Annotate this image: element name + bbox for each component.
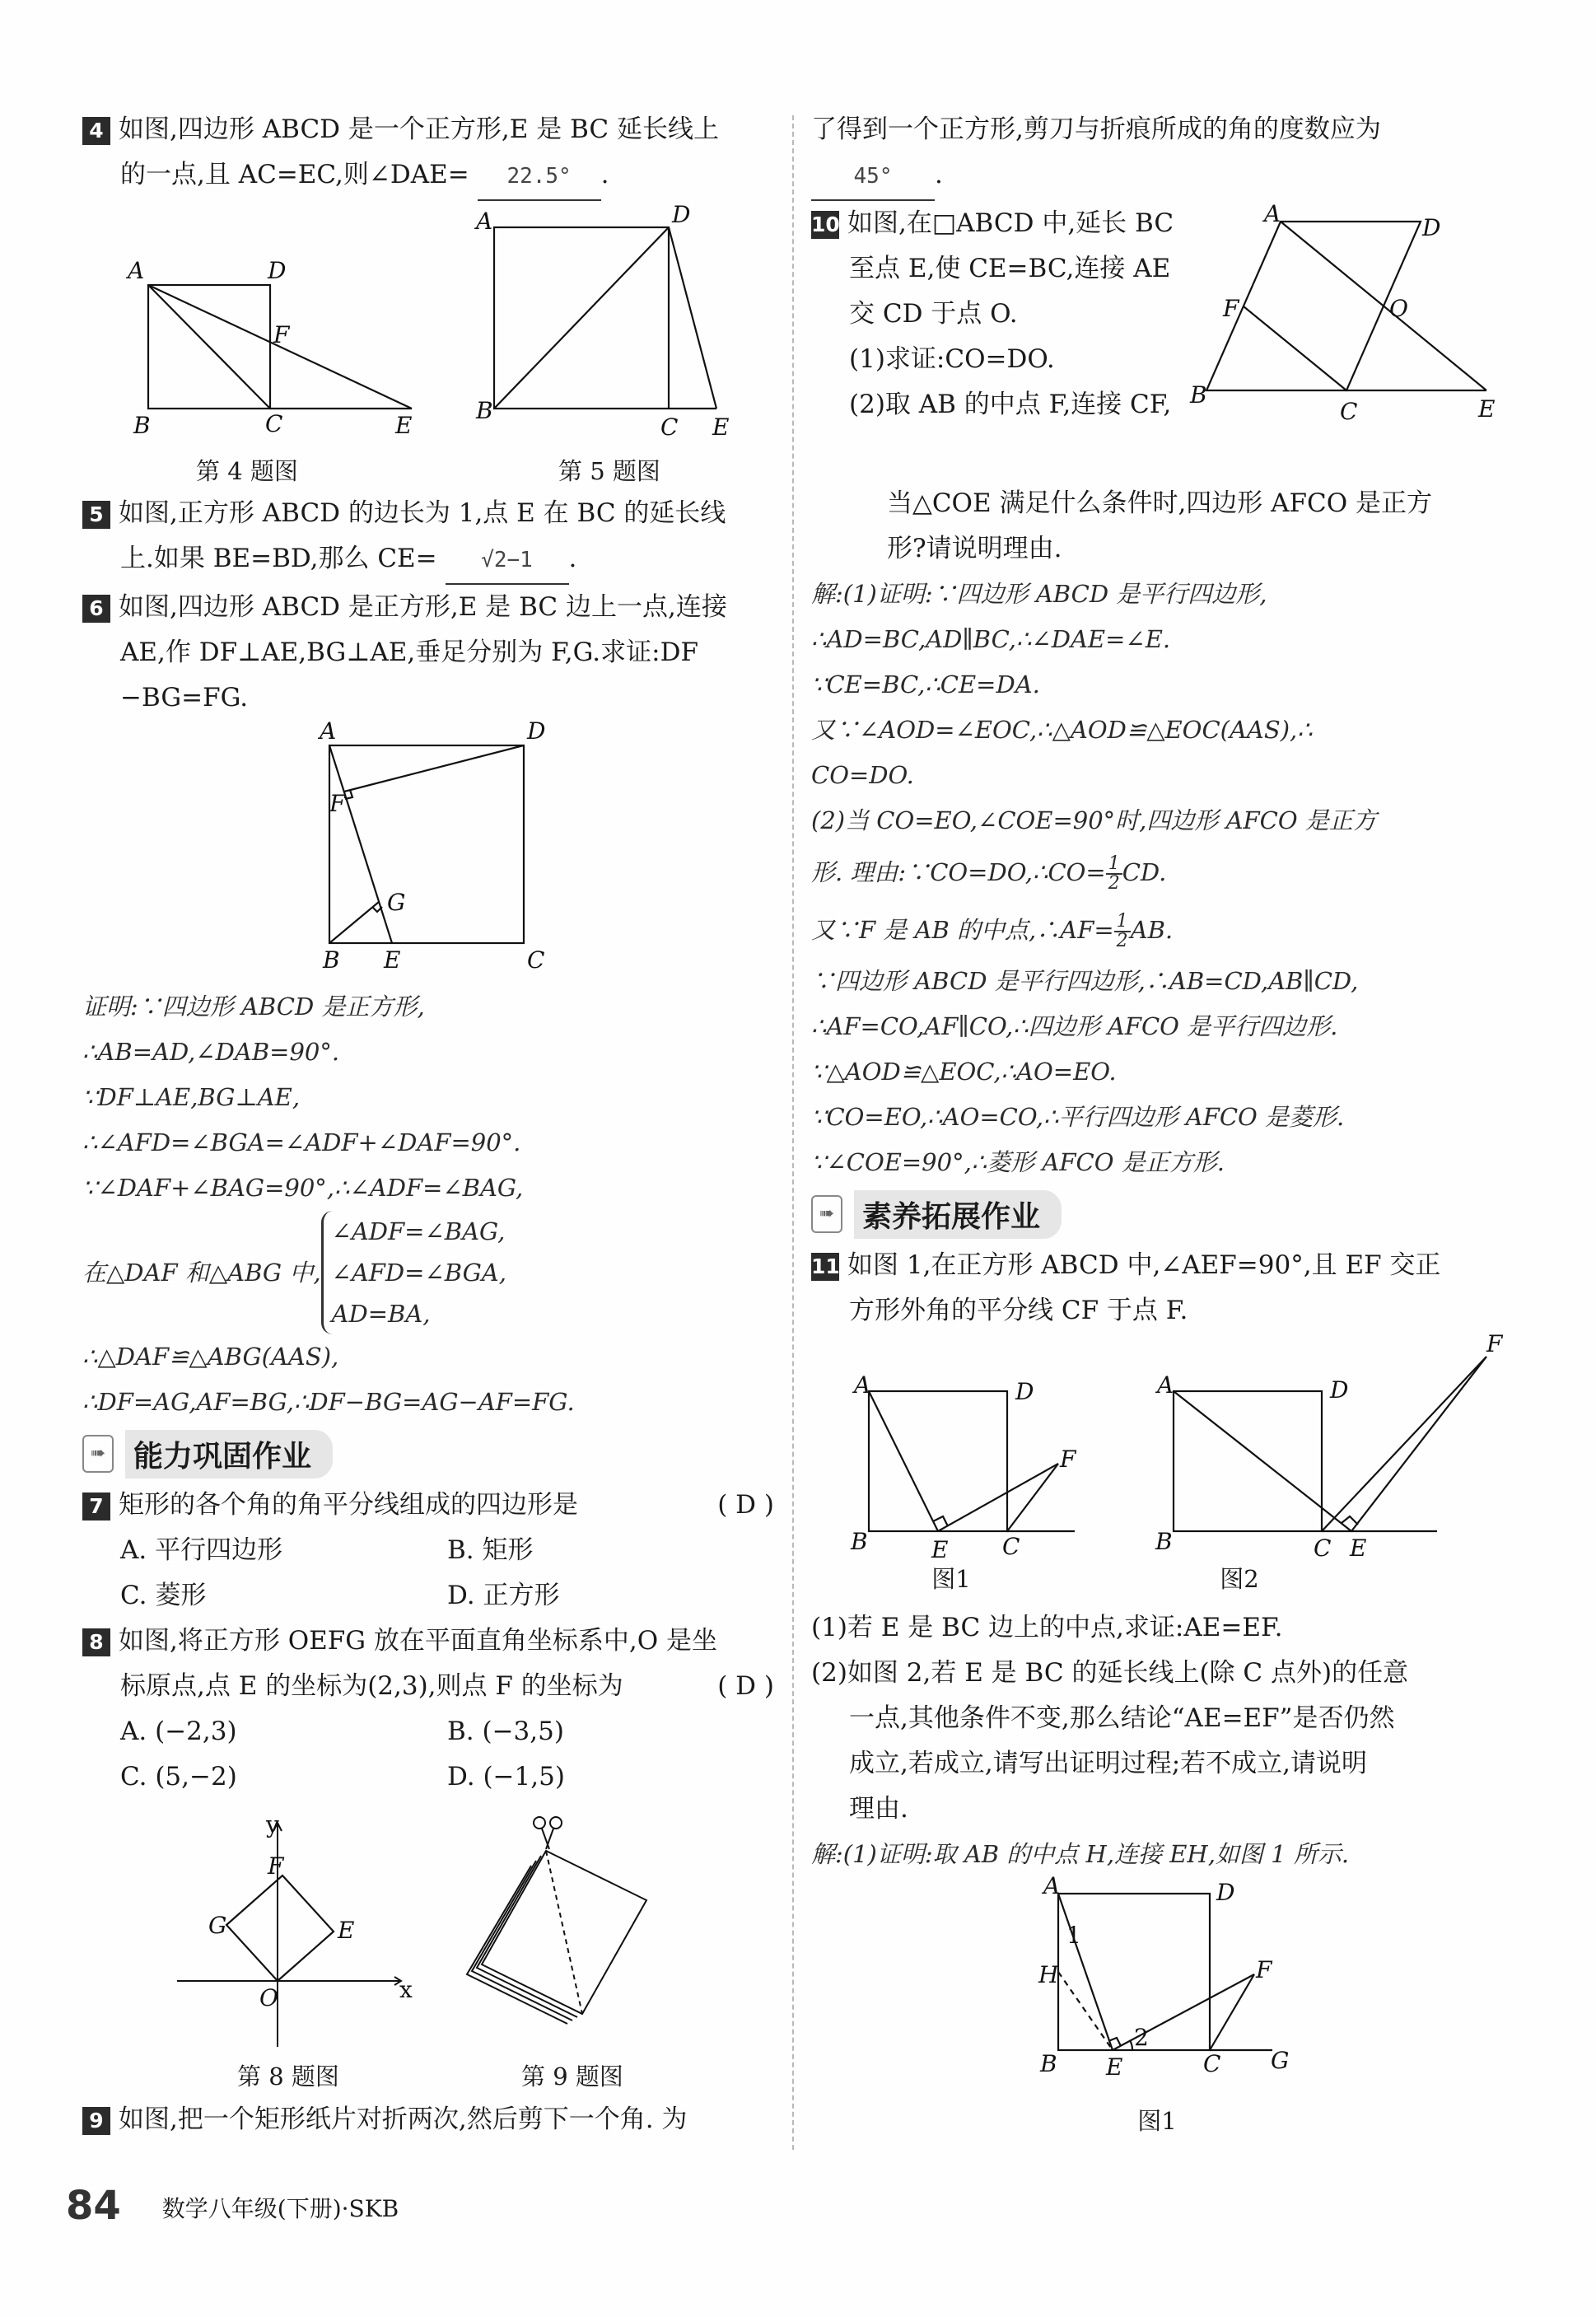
q10-line2: 至点 E,使 CE=BC,连接 AE <box>849 254 1171 283</box>
q7-options-ab: A. 平行四边形 B. 矩形 <box>120 1535 534 1565</box>
q4-number: 4 <box>82 117 110 145</box>
caption-fig11-1: 图1 <box>931 1565 971 1593</box>
sol10-line6: (2)当 CO=EO,∠COE=90°时,四边形 AFCO 是正方 <box>811 806 1377 834</box>
svg-text:B: B <box>1155 1528 1173 1555</box>
svg-text:G: G <box>387 889 406 916</box>
figure-8 <box>161 1808 416 2092</box>
caption-fig4: 第 4 题图 <box>196 457 298 485</box>
q7-number: 7 <box>82 1493 110 1521</box>
sol10-line4: 又∵∠AOD=∠EOC,∴△AOD≌△EOC(AAS),∴ <box>811 716 1313 744</box>
svg-text:E: E <box>712 413 730 441</box>
caption-fig5: 第 5 题图 <box>558 457 660 485</box>
sol10-line8: 又∵F 是 AB 的中点,∴AF= $\frac{1}{2}$ AB. <box>811 911 1174 951</box>
q4-line2: 的一点,且 AC=EC,则∠DAE= 22.5° . <box>82 152 774 201</box>
page-footer <box>66 2183 399 2229</box>
sol10-line3: ∵CE=BC,∴CE=DA. <box>811 670 1040 698</box>
svg-text:C: C <box>660 413 679 441</box>
svg-text:A: A <box>128 257 145 284</box>
figure-5-svg <box>445 201 774 458</box>
svg-text:D: D <box>1330 1376 1349 1404</box>
q10-line1: 10 如图,在□ABCD 中,延长 BC <box>811 208 1174 238</box>
q6-line2: AE,作 DF⊥AE,BG⊥AE,垂足分别为 F,G.求证:DF <box>120 638 698 667</box>
q5-line2: 上.如果 BE=BD,那么 CE= √2−1 . <box>82 536 774 585</box>
q9-number: 9 <box>82 2107 110 2135</box>
svg-text:B: B <box>851 1528 868 1555</box>
q10-line5: (2)取 AB 的中点 F,连接 CF, <box>849 390 1172 419</box>
section-extend: ➠ 素养拓展作业 <box>811 1185 1503 1243</box>
svg-text:D: D <box>1422 214 1441 241</box>
figure-11-solution <box>811 1872 1503 2137</box>
caption-fig11-2: 图2 <box>1220 1565 1259 1593</box>
svg-text:F: F <box>1060 1446 1076 1473</box>
q9-answer-line: 45° . <box>811 152 1503 201</box>
q7-choice: ( D ) <box>717 1490 774 1520</box>
figure-10 <box>1190 200 1503 448</box>
svg-text:x: x <box>399 1976 413 2003</box>
svg-text:A: A <box>1264 200 1281 227</box>
q11-line1: 11 如图 1,在正方形 ABCD 中,∠AEF=90°,且 EF 交正 <box>811 1250 1441 1280</box>
sol10-line7: 形. 理由:∵CO=DO,∴CO= $\frac{1}{2}$ CD. <box>811 853 1167 894</box>
q10-number: 10 <box>811 211 839 239</box>
svg-text:E: E <box>1106 2053 1123 2081</box>
right-column <box>811 107 1503 2137</box>
q10-line4: (1)求证:CO=DO. <box>849 344 1055 374</box>
q10-line7: 形?请说明理由. <box>887 534 1062 563</box>
svg-text:B: B <box>1190 381 1207 409</box>
sol6-brace: ∠ADF=∠BAG, ∠AFD=∠BGA, AD=BA, <box>321 1211 506 1334</box>
svg-text:O: O <box>1389 295 1408 322</box>
sol10-line1: 解:(1)证明:∵四边形 ABCD 是平行四边形, <box>811 580 1267 608</box>
svg-text:B: B <box>323 946 340 974</box>
section-ability-icon: ➠ <box>82 1435 114 1473</box>
svg-text:A: A <box>476 208 493 235</box>
q8-number: 8 <box>82 1628 110 1656</box>
svg-text:F: F <box>268 1852 284 1880</box>
sol6-line1: 证明:∵四边形 ABCD 是正方形, <box>82 993 425 1021</box>
q8-choice: ( D ) <box>717 1671 774 1701</box>
sol10-line10: ∴AF=CO,AF∥CO,∴四边形 AFCO 是平行四边形. <box>811 1012 1338 1040</box>
fraction-half-2: $\frac{1}{2}$ <box>1114 913 1131 951</box>
q10-line3: 交 CD 于点 O. <box>849 299 1018 329</box>
svg-text:A: A <box>1043 1872 1061 1899</box>
svg-text:F: F <box>273 321 290 348</box>
q11-line3: (1)若 E 是 BC 边上的中点,求证:AE=EF. <box>811 1613 1283 1642</box>
sol6-line3: ∵DF⊥AE,BG⊥AE, <box>82 1083 301 1111</box>
svg-text:C: C <box>1314 1535 1332 1562</box>
svg-text:F: F <box>1223 295 1239 322</box>
q5-answer: √2−1 <box>446 538 569 585</box>
figure-11-solution-svg <box>1009 1872 1305 2100</box>
figures-8-9 <box>82 1808 774 2092</box>
caption-fig11-solution: 图1 <box>1137 2107 1177 2135</box>
q9-line2: 了得到一个正方形,剪刀与折痕所成的角的度数应为 <box>811 114 1381 144</box>
q9-answer: 45° <box>811 154 935 201</box>
q7-line: 7 矩形的各个角的角平分线组成的四边形是 ( D ) <box>82 1483 774 1528</box>
svg-text:D: D <box>1015 1378 1034 1405</box>
figure-4 <box>82 211 412 491</box>
q6-line3: −BG=FG. <box>120 683 249 712</box>
q11-line2: 方形外角的平分线 CF 于点 F. <box>849 1296 1188 1325</box>
column-divider <box>792 115 794 2150</box>
svg-text:B: B <box>476 397 493 424</box>
svg-text:A: A <box>1157 1371 1174 1399</box>
svg-text:D: D <box>672 201 691 228</box>
svg-text:D: D <box>1216 1879 1235 1906</box>
svg-text:1: 1 <box>1066 1922 1081 1949</box>
svg-text:E: E <box>1478 395 1496 423</box>
q4-line1: 4 如图,四边形 ABCD 是一个正方形,E 是 BC 延长线上 <box>82 107 774 152</box>
figure-11-1-svg <box>811 1334 1091 1564</box>
q9-line1: 9 如图,把一个矩形纸片对折两次,然后剪下一个角. 为 <box>82 2097 774 2142</box>
figure-11-2 <box>1141 1330 1503 1605</box>
svg-text:B: B <box>133 412 151 439</box>
svg-text:F: F <box>329 790 346 817</box>
sol11-line1: 解:(1)证明:取 AB 的中点 H,连接 EH,如图 1 所示. <box>811 1840 1350 1868</box>
q5-line1: 5 如图,正方形 ABCD 的边长为 1,点 E 在 BC 的延长线 <box>82 491 774 536</box>
sol6-line2: ∴AB=AD,∠DAB=90°. <box>82 1038 340 1066</box>
sol10-line9: ∵四边形 ABCD 是平行四边形,∴AB=CD,AB∥CD, <box>811 967 1359 995</box>
svg-text:C: C <box>1203 2050 1221 2077</box>
caption-fig9: 第 9 题图 <box>521 2062 623 2090</box>
q8-line1: 8 如图,将正方形 OEFG 放在平面直角坐标系中,O 是坐 <box>82 1619 774 1664</box>
figure-4-svg <box>82 211 412 458</box>
svg-text:C: C <box>1002 1533 1020 1560</box>
svg-text:D: D <box>268 257 287 284</box>
sol6-line6: ∴△DAF≌△ABG(AAS), <box>82 1343 339 1371</box>
sol10-line11: ∵△AOD≌△EOC,∴AO=EO. <box>811 1058 1117 1086</box>
q11-line6: 成立,若成立,请写出证明过程;若不成立,请说明 <box>849 1749 1368 1778</box>
section-ability: ➠ 能力巩固作业 <box>82 1425 774 1483</box>
q6-line1: 6 如图,四边形 ABCD 是正方形,E 是 BC 边上一点,连接 <box>82 585 774 630</box>
svg-text:C: C <box>265 410 283 437</box>
figures-11 <box>811 1330 1503 1605</box>
svg-text:E: E <box>384 946 401 974</box>
left-column <box>82 107 774 2142</box>
page-number: 84 <box>66 2183 121 2229</box>
q10-line6: 当△COE 满足什么条件时,四边形 AFCO 是正方 <box>887 488 1433 518</box>
svg-text:G: G <box>1271 2047 1290 2074</box>
fraction-half-1: $\frac{1}{2}$ <box>1106 855 1122 893</box>
svg-text:C: C <box>1340 398 1358 425</box>
svg-text:E: E <box>338 1917 355 1944</box>
svg-text:F: F <box>1256 1956 1272 1983</box>
svg-text:y: y <box>266 1811 279 1838</box>
svg-text:E: E <box>931 1536 949 1563</box>
svg-text:A: A <box>854 1371 871 1399</box>
sol6-line7: ∴DF=AG,AF=BG,∴DF−BG=AG−AF=FG. <box>82 1388 575 1416</box>
svg-text:H: H <box>1038 1961 1059 1988</box>
figure-9 <box>449 1808 696 2092</box>
svg-text:F: F <box>1486 1330 1503 1357</box>
figures-4-5 <box>82 201 774 491</box>
q11-line5: 一点,其他条件不变,那么结论“AE=EF”是否仍然 <box>849 1703 1395 1733</box>
svg-text:2: 2 <box>1134 2024 1149 2051</box>
svg-text:C: C <box>527 946 545 974</box>
svg-text:G: G <box>208 1912 227 1939</box>
sol6-line5: ∵∠DAF+∠BAG=90°,∴∠ADF=∠BAG, <box>82 1174 524 1202</box>
figure-8-svg <box>161 1808 416 2055</box>
svg-text:A: A <box>320 717 337 745</box>
q8-options-cd: C. (5,−2) D. (−1,5) <box>120 1762 565 1791</box>
sol6-system: 在△DAF 和△ABG 中, ∠ADF=∠BAG, ∠AFD=∠BGA, AD=BA, <box>82 1211 774 1334</box>
q10-block <box>811 201 1503 481</box>
sol10-line5: CO=DO. <box>811 761 914 789</box>
q8-options-ab: A. (−2,3) B. (−3,5) <box>120 1717 564 1746</box>
svg-text:B: B <box>1040 2050 1057 2077</box>
figure-5 <box>445 201 774 491</box>
svg-text:O: O <box>259 1984 278 2011</box>
figure-9-svg <box>449 1808 696 2055</box>
figure-11-2-svg <box>1141 1330 1503 1581</box>
caption-fig8: 第 8 题图 <box>237 2062 339 2090</box>
q11-number: 11 <box>811 1253 839 1281</box>
sol6-line4: ∴∠AFD=∠BGA=∠ADF+∠DAF=90°. <box>82 1128 521 1156</box>
sol10-line2: ∴AD=BC,AD∥BC,∴∠DAE=∠E. <box>811 625 1171 653</box>
svg-text:E: E <box>395 412 413 439</box>
book-title: 数学八年级(下册)·SKB <box>161 2195 399 2222</box>
svg-text:E: E <box>1350 1535 1367 1562</box>
q4-answer: 22.5° <box>478 154 601 201</box>
sol10-line13: ∵∠COE=90°,∴菱形 AFCO 是正方形. <box>811 1148 1225 1176</box>
section-extend-icon: ➠ <box>811 1195 842 1233</box>
q8-line2: 标原点,点 E 的坐标为(2,3),则点 F 的坐标为 ( D ) <box>82 1664 774 1709</box>
q7-options-cd: C. 菱形 D. 正方形 <box>120 1581 560 1610</box>
svg-text:D: D <box>527 717 546 745</box>
figure-6 <box>82 717 774 984</box>
q6-number: 6 <box>82 595 110 623</box>
sol10-line12: ∵CO=EO,∴AO=CO,∴平行四边形 AFCO 是菱形. <box>811 1103 1345 1131</box>
q5-number: 5 <box>82 501 110 529</box>
q11-line4: (2)如图 2,若 E 是 BC 的延长线上(除 C 点外)的任意 <box>811 1658 1409 1688</box>
q11-line7: 理由. <box>849 1794 908 1824</box>
